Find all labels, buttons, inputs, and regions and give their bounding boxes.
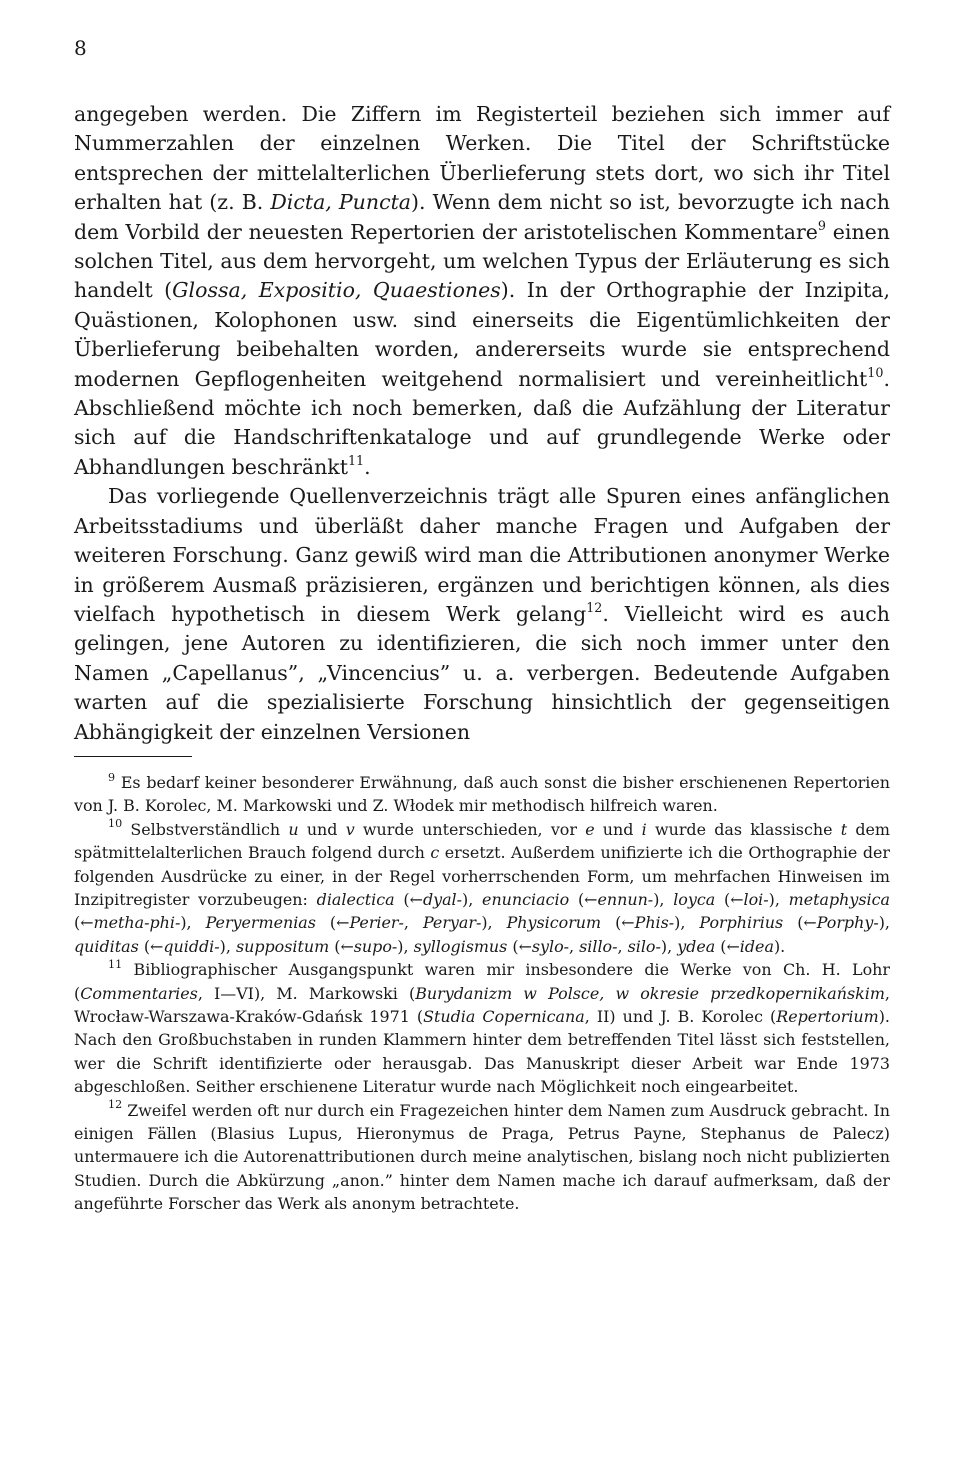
- italic-title: Studia Copernicana: [423, 1007, 585, 1026]
- italic-title: Burydanizm w Polsce, w okresie przedkopernikańskim: [415, 983, 885, 1003]
- text-run: .: [364, 454, 371, 479]
- footnotes: [74, 771, 890, 1216]
- italic-term: enunciacio: [482, 889, 570, 909]
- text-run: ),: [462, 889, 483, 909]
- text-run: . Abschließend möchte ich noch bemerken, daß die Aufzählung der Literatur sich auf die Handschriftenkataloge und auf grundlegende Werke oder Abhandlungen beschränkt: [74, 366, 890, 479]
- footnote-12: [74, 1099, 890, 1216]
- text-run: (←: [138, 936, 164, 956]
- text-run: ).: [773, 936, 786, 956]
- text-run: (←: [74, 913, 94, 933]
- footnote-number: 11: [108, 957, 123, 971]
- text-run: (←: [715, 889, 744, 909]
- italic-term: sillo-: [579, 936, 618, 956]
- text-run: wurde unterschieden, vor: [354, 819, 586, 839]
- italic-term: v: [345, 819, 355, 839]
- italic-term: Phis-: [634, 913, 675, 933]
- text-run: ),: [660, 936, 678, 956]
- text-run: wurde das klassische: [646, 819, 841, 839]
- footnote-ref-12[interactable]: 12: [586, 599, 603, 615]
- italic-term: sylo-: [531, 936, 570, 956]
- text-run: (←: [329, 936, 354, 956]
- text-run: Bibliographischer Ausgangspunkt waren mir insbesondere die Werke von Ch. H. Lohr (: [74, 960, 890, 1003]
- text-run: , I—VI), M. Markowski (: [197, 983, 416, 1003]
- text-run: und: [298, 819, 346, 839]
- text-run: ),: [481, 913, 507, 933]
- text-run: Das vorliegende Quellenverzeichnis trägt alle Spuren eines anfänglichen Arbeitsstadiums und überläßt daher manche Fragen und Aufgaben der weiteren Forschung. Ganz gewiß wird man die Attributionen anonymer Werke in größerem Ausmaß präzisieren, ergänzen und berichtigen können, als dies vielfach hypothetisch in diesem Werk gelang: [74, 484, 890, 626]
- italic-term: Perier-: [349, 913, 404, 933]
- italic-title: Repertorium: [776, 1007, 879, 1026]
- text-run: (←: [601, 913, 635, 933]
- italic-term: quiddi-: [163, 936, 220, 956]
- text-run: ),: [180, 913, 206, 933]
- text-run: ),: [219, 936, 236, 956]
- text-run: ),: [878, 913, 890, 933]
- footnote-separator: [74, 756, 192, 757]
- text-run: (←: [569, 889, 598, 909]
- text-run: ,: [403, 913, 423, 933]
- italic-term: dialectica: [316, 889, 395, 909]
- italic-term: t: [840, 819, 848, 839]
- italic-term: idea: [739, 936, 774, 956]
- italic-term: e: [585, 819, 595, 839]
- footnote-9: [74, 771, 890, 818]
- text-run: ersetzt. Außerdem unifizierte ich die Orthographie der folgenden Ausdrücke zu einer, in der Regel vorherrschenden Form, um mehrfachen Hinweisen im Inzipitregister vorzubeugen:: [74, 843, 890, 909]
- italic-title: Commentaries: [80, 983, 198, 1003]
- text-run: ),: [674, 913, 700, 933]
- italic-term: loi-: [743, 889, 769, 909]
- footnote-ref-11[interactable]: 11: [347, 452, 365, 468]
- footnote-11: [74, 958, 890, 1098]
- footnote-ref-9[interactable]: 9: [817, 217, 826, 233]
- text-run: (←: [394, 889, 423, 909]
- text-run: ),: [653, 889, 674, 909]
- text-run: ). In der Orthographie der Inzipita, Quästionen, Kolophonen usw. sind einerseits die Eigentümlichkeiten der Überlieferung beibehalten worden, andererseits wurde sie entsprechend modernen Gepflogenheiten weitgehend normalisiert und vereinheitlicht: [74, 278, 890, 391]
- text-run: (←: [715, 936, 740, 956]
- italic-term: ydea: [677, 936, 716, 956]
- text-run: und: [594, 819, 642, 839]
- text-run: einen solchen Titel, aus dem hervorgeht, um welchen Typus der Erläuterung es sich handelt (: [74, 219, 890, 303]
- text-run: , II) und J. B. Korolec (: [584, 1007, 777, 1026]
- italic-term: u: [288, 819, 299, 839]
- text-run: ). Wenn dem nicht so ist, bevorzugte ich nach dem Vorbild der neuesten Repertorien der aristotelischen Kommentare: [74, 190, 890, 244]
- text-run: (←: [783, 913, 817, 933]
- italic-term: suppositum: [235, 936, 330, 956]
- text-run: (←: [507, 936, 532, 956]
- italic-term: syllogismus: [413, 936, 508, 956]
- footnote-number: 10: [108, 817, 123, 831]
- italic-term: ennun-: [597, 889, 654, 909]
- paragraph-1: [74, 100, 890, 482]
- text-run: ),: [768, 889, 789, 909]
- text-run: dem spätmittelalterlichen Brauch folgend durch: [74, 819, 890, 863]
- italic-term: Porphy-: [816, 913, 879, 933]
- italic-titles: Glossa, Expositio, Quaestiones: [172, 278, 501, 303]
- footnote-text: Es bedarf keiner besonderer Erwähnung, daß auch sonst die bisher erschienenen Repertorien von J. B. Korolec, M. Markowski und Z. Włodek mir methodisch hilfreich waren.: [74, 772, 890, 816]
- italic-term: metha-phi-: [93, 913, 181, 933]
- text-run: (←: [315, 913, 350, 933]
- paragraph-2: [74, 482, 890, 747]
- italic-term: Peryar-: [422, 913, 482, 933]
- text-run: angegeben werden. Die Ziffern im Registerteil beziehen sich immer auf Nummerzahlen der einzelnen Werken. Die Titel der Schriftstücke entsprechen der mittelalterlichen Überlieferung stets dort, wo sich ihr Titel erhalten hat (z. B.: [74, 102, 890, 215]
- italic-term: i: [641, 819, 647, 839]
- italic-term: dyal-: [422, 889, 463, 909]
- text-run: ). Nach den Großbuchstaben in runden Klammern hinter dem betreffenden Titel lässt sich feststellen, wer die Schrift identifizierte oder herausgab. Das Manuskript dieser Arbeit war Ende 1973 abgeschloßen. Seither erschienene Literatur wurde nach Möglichkeit noch eingearbeitet.: [74, 1007, 890, 1097]
- text-run: Selbstverständlich: [122, 819, 289, 839]
- italic-term: Peryermenias: [205, 913, 316, 933]
- text-run: ,: [617, 936, 628, 956]
- page-number: 8: [74, 36, 87, 60]
- italic-term: Porphirius: [699, 913, 784, 933]
- italic-term: metaphysica: [788, 889, 890, 909]
- footnote-text: Zweifel werden oft nur durch ein Fragezeichen hinter dem Namen zum Ausdruck gebracht. In einigen Fällen (Blasius Lupus, Hieronymus de Praga, Petrus Payne, Stephanus de Palecz) untermauere ich die Autorenattributionen durch meine analytischen, bislang noch nicht publizierten Studien. Durch die Abkürzung „anon.” hinter dem Namen mache ich darauf aufmerksam, daß der angeführte Forscher das Werk als anonym betrachtete.: [74, 1100, 890, 1214]
- italic-titles: Dicta, Puncta: [270, 190, 412, 215]
- italic-term: loyca: [673, 889, 716, 909]
- italic-term: supo-: [353, 936, 398, 956]
- text-run: , Wrocław-Warszawa-Kraków-Gdańsk 1971 (: [74, 983, 890, 1026]
- footnote-ref-10[interactable]: 10: [867, 364, 884, 380]
- italic-term: c: [430, 843, 440, 863]
- footnote-number: 12: [108, 1098, 123, 1112]
- italic-term: Physicorum: [506, 913, 602, 933]
- footnote-number: 9: [108, 770, 116, 784]
- text-run: ,: [569, 936, 580, 956]
- italic-term: quiditas: [74, 936, 139, 956]
- text-run: ),: [397, 936, 414, 956]
- main-text: [74, 100, 890, 747]
- italic-term: silo-: [627, 936, 661, 956]
- footnote-10: [74, 818, 890, 958]
- text-run: . Vielleicht wird es auch gelingen, jene Autoren zu identifizieren, die sich noch immer unter den Namen „Capellanus”, „Vincencius” u. a. verbergen. Bedeutende Aufgaben warten auf die spezialisierte Forschung hinsichtlich der gegenseitigen Abhängigkeit der einzelnen Versionen: [74, 601, 890, 744]
